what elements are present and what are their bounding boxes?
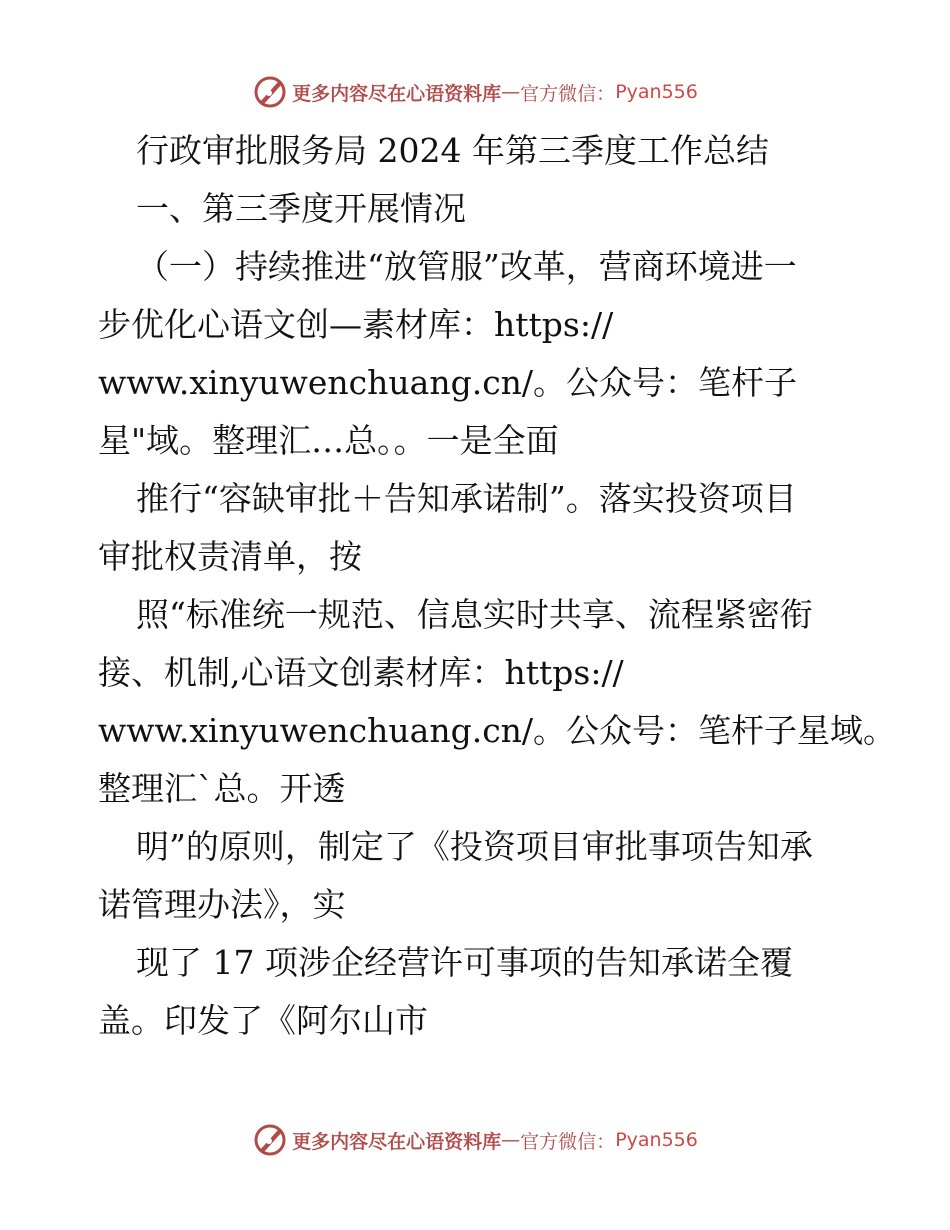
watermark-brand: 更多内容尽在心语资料库	[292, 1130, 502, 1153]
paragraph-line: 星"域。整理汇…总。。一是全面	[98, 421, 559, 460]
paragraph-line: 盖。印发了《阿尔山市	[98, 1001, 428, 1040]
paragraph-line: 整理汇`总。开透	[98, 769, 346, 808]
footer-watermark	[0, 1120, 950, 1160]
watermark-brand: 更多内容尽在心语资料库	[292, 82, 502, 105]
paragraph-line: 步优化心语文创—素材库：https://	[98, 305, 614, 344]
document-body	[98, 122, 897, 1050]
paragraph-line: 推行“容缺审批＋告知承诺制”。落实投资项目	[136, 479, 797, 518]
paragraph-line: 照“标准统一规范、信息实时共享、流程紧密衔	[136, 595, 813, 634]
paragraph-line: 现了 17 项涉企经营许可事项的告知承诺全覆	[136, 943, 793, 982]
watermark-wechat-label: 官方微信：	[520, 1130, 616, 1153]
paragraph-line: 接、机制,心语文创素材库：https://	[98, 653, 624, 692]
paragraph-line: 审批权责清单，按	[98, 537, 362, 576]
watermark-separator: —	[501, 1129, 521, 1151]
watermark-separator: —	[501, 81, 521, 103]
watermark-wechat-label: 官方微信：	[520, 82, 616, 105]
paragraph-line: （一）持续推进“放管服”改革，营商环境进一	[136, 247, 797, 286]
document-title: 行政审批服务局 2024 年第三季度工作总结	[136, 131, 769, 170]
paragraph-line: 明”的原则，制定了《投资项目审批事项告知承	[136, 827, 813, 866]
header-watermark	[0, 72, 950, 112]
paragraph-line: www.xinyuwenchuang.cn/。公众号：笔杆子	[98, 363, 798, 402]
paragraph-line: www.xinyuwenchuang.cn/。公众号：笔杆子星域。	[98, 711, 897, 750]
watermark-wechat-id: Pyan556	[615, 81, 698, 103]
quill-seal-icon	[252, 74, 288, 110]
section-heading: 一、第三季度开展情况	[136, 189, 466, 228]
paragraph-line: 诺管理办法》，实	[98, 885, 346, 924]
quill-seal-icon	[252, 1122, 288, 1158]
watermark-wechat-id: Pyan556	[615, 1129, 698, 1151]
